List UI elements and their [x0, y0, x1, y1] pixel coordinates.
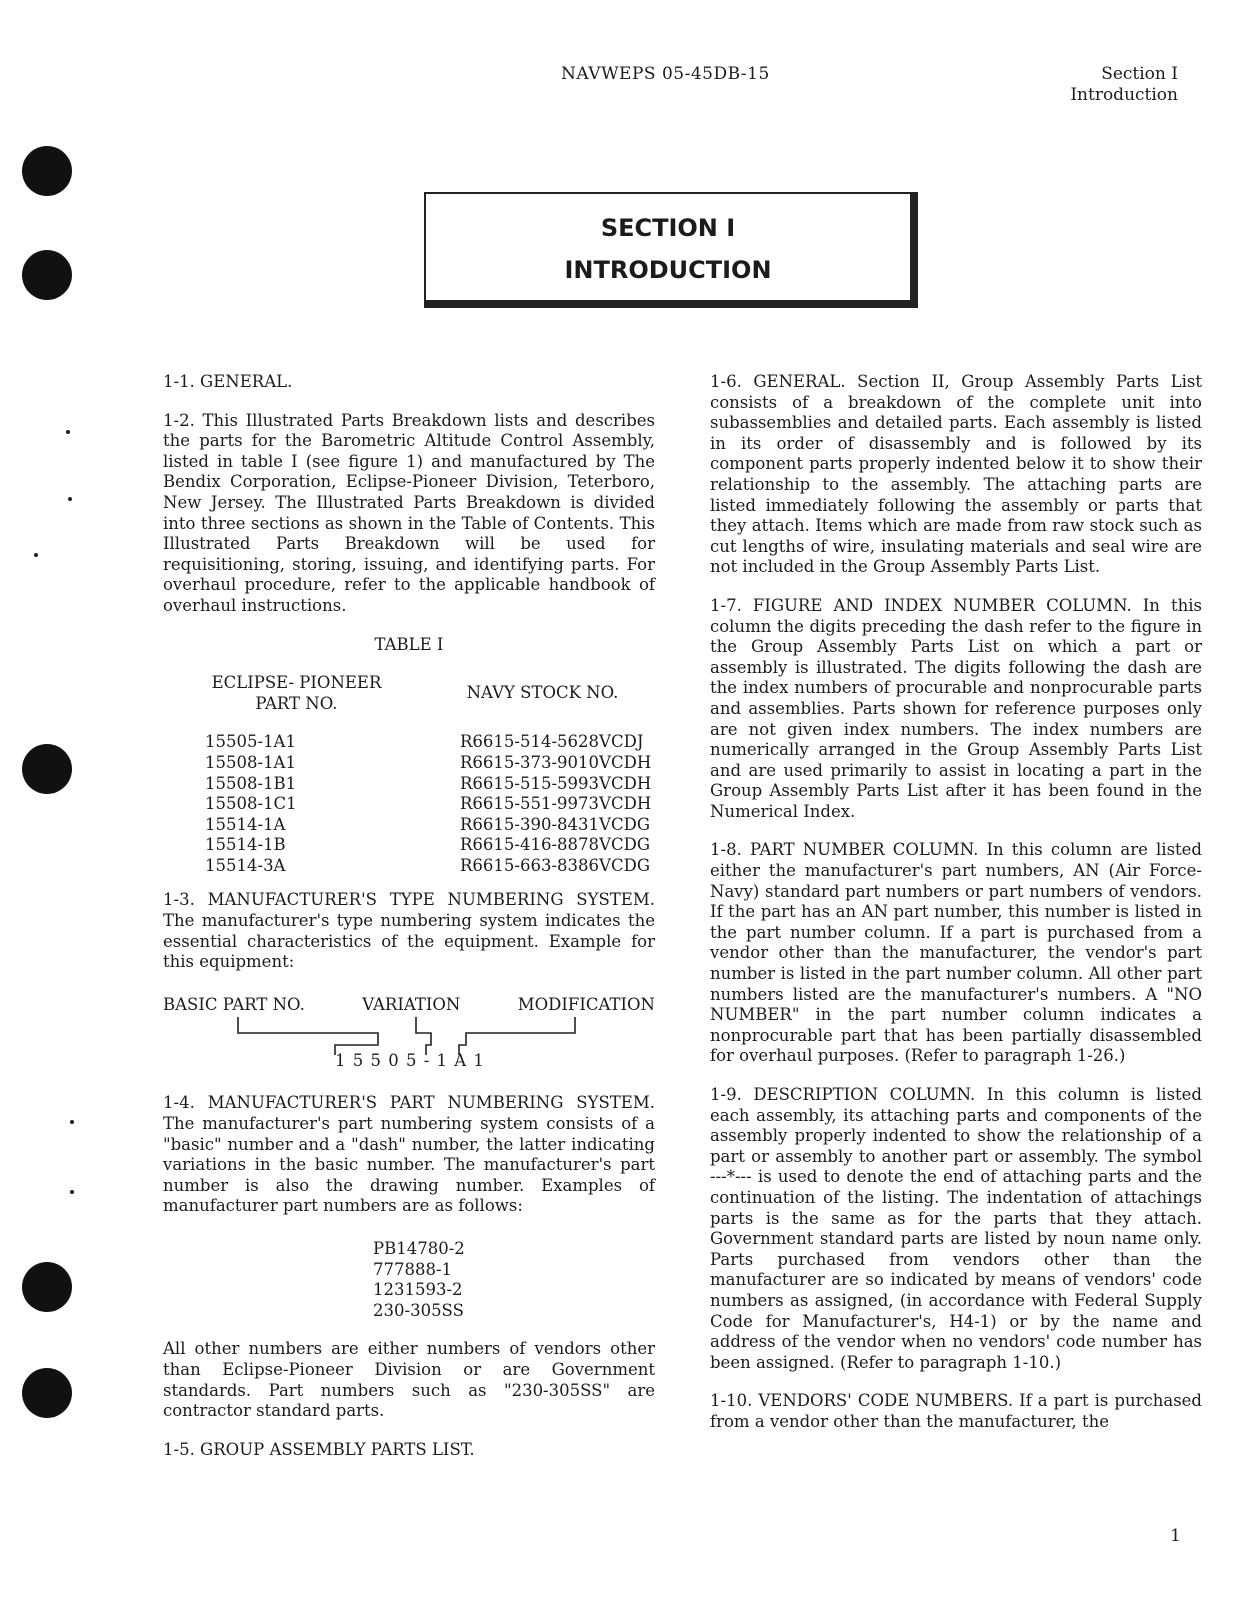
list-item: PB14780-2	[373, 1239, 465, 1258]
paragraph-1-2: 1-2. This Illustrated Parts Breakdown lists and describes the parts for the Barometric Altitude Control Assembly, listed in table I (see figure 1) and manufactured by The Bendix Corporation, Eclipse-Pioneer Division, Teterboro, New Jersey. The Illustrated Parts Breakdown is divided into three sections as shown in the Table of Contents. This Illustrated Parts Breakdown will be used for requisitioning, storing, issuing, and identifying parts. For overhaul procedure, refer to the applicable handbook of overhaul instructions.	[163, 410, 655, 615]
section-title: SECTION I	[600, 214, 736, 242]
section-label-line1: Section I	[1101, 64, 1178, 84]
section-subtitle: INTRODUCTION	[564, 256, 772, 284]
binder-hole	[22, 250, 72, 300]
table-header-part	[163, 673, 430, 714]
paragraph-1-1: 1-1. GENERAL.	[163, 372, 293, 391]
binder-hole	[22, 146, 72, 196]
table-row	[163, 815, 655, 836]
paragraph-1-4: 1-4. MANUFACTURER'S PART NUMBERING SYSTEM. The manufacturer's part numbering system consists of a "basic" number and a "dash" number, the latter indicating variations in the basic number. The manufacturer's part number is also the drawing number. Examples of manufacturer part numbers are as follows:	[163, 1093, 655, 1216]
list-item: 230-305SS	[373, 1300, 464, 1320]
list-item: 777888-1	[373, 1259, 453, 1279]
scan-speck	[66, 430, 70, 434]
stock-number-cell: R6615-373-9010VCDH	[460, 752, 652, 772]
label-basic-part: BASIC PART NO.	[163, 994, 305, 1014]
stock-number-cell: R6615-514-5628VCDJ	[460, 732, 644, 752]
left-column	[163, 372, 655, 1460]
table-row	[163, 856, 655, 877]
list-item: 1231593-2	[373, 1280, 463, 1300]
numbering-example-diagram	[163, 1015, 655, 1075]
binder-hole	[22, 1368, 72, 1418]
table-row	[163, 732, 655, 753]
example-part-number: 1 5 5 0 5 - 1 A 1	[335, 1051, 485, 1071]
scan-speck	[70, 1190, 74, 1194]
document-number: NAVWEPS 05-45DB-15	[561, 64, 770, 84]
paragraph-1-10: 1-10. VENDORS' CODE NUMBERS. If a part is purchased from a vendor other than the manufacturer, the	[710, 1391, 1202, 1431]
parts-table	[163, 673, 655, 876]
page-number: 1	[1170, 1526, 1181, 1546]
paragraph-1-9: 1-9. DESCRIPTION COLUMN. In this column is listed each assembly, its attaching parts and components of the assembly properly indented to show the relationship of a part or assembly to another part or assembly. The symbol ---*--- is used to denote the end of attaching parts and the continuation of the listing. The indentation of attachings parts is the same as for the parts that they attach. Government standard parts are listed by noun name only. Parts purchased from vendors other than the manufacturer are so indicated by means of vendors' code numbers as assigned, (in accordance with Federal Supply Code for Manufacturer's, H4-1) or by the name and address of the vendor when no vendors' code number has been assigned. (Refer to paragraph 1-10.)	[710, 1085, 1202, 1372]
example-part-numbers	[163, 1239, 655, 1321]
paragraph-other-numbers: All other numbers are either numbers of vendors other than Eclipse-Pioneer Division or are Government standards. Part numbers such as "230-305SS" are contractor standard parts.	[163, 1339, 655, 1421]
stock-number-cell: R6615-416-8878VCDG	[460, 835, 650, 855]
label-modification: MODIFICATION	[517, 994, 655, 1014]
section-title-box	[424, 192, 918, 308]
header-part-line1: ECLIPSE- PIONEER	[211, 673, 382, 693]
paragraph-1-3: 1-3. MANUFACTURER'S TYPE NUMBERING SYSTEM. The manufacturer's type numbering system indicates the essential characteristics of the equipment. Example for this equipment:	[163, 890, 655, 972]
part-number-cell: 15508-1A1	[205, 752, 296, 772]
part-number-cell: 15514-3A	[205, 855, 286, 875]
scan-speck	[34, 553, 38, 557]
stock-number-cell: R6615-551-9973VCDH	[460, 794, 652, 814]
paragraph-1-5: 1-5. GROUP ASSEMBLY PARTS LIST.	[163, 1439, 475, 1459]
table-row	[163, 774, 655, 795]
header-part-line2: PART NO.	[255, 693, 338, 713]
paragraph-1-8: 1-8. PART NUMBER COLUMN. In this column are listed either the manufacturer's part numbers, AN (Air Force-Navy) standard part numbers or part numbers of vendors. If the part has an AN part number, this number is listed in the part number column. If a part is purchased from a vendor other than the manufacturer, the vendor's part number is listed in the part number column. All other part numbers listed are the manufacturer's numbers. A "NO NUMBER" in the part number column indicates a nonprocurable part that has been partially disassembled for overhaul purposes. (Refer to paragraph 1-26.)	[710, 840, 1202, 1066]
scan-speck	[70, 1120, 74, 1124]
table-row	[163, 835, 655, 856]
binder-hole	[22, 1262, 72, 1312]
table-title: TABLE I	[374, 634, 444, 654]
stock-number-cell: R6615-390-8431VCDG	[460, 814, 650, 834]
part-number-cell: 15514-1B	[205, 835, 286, 855]
scan-speck	[68, 497, 72, 501]
part-number-cell: 15505-1A1	[205, 732, 296, 752]
part-number-cell: 15508-1B1	[205, 773, 297, 793]
numbering-example-labels	[163, 995, 655, 1016]
paragraph-1-7: 1-7. FIGURE AND INDEX NUMBER COLUMN. In this column the digits preceding the dash refer to the figure in the Group Assembly Parts List on which a part or assembly is illustrated. The digits following the dash are the index numbers of procurable and nonprocurable parts and assemblies. Parts shown for reference purposes only are not given index numbers. The index numbers are numerically arranged in the Group Assembly Parts List and are used primarily to assist in locating a part in the Group Assembly Parts List after it has been found in the Numerical Index.	[710, 595, 1202, 821]
stock-number-cell: R6615-663-8386VCDG	[460, 855, 650, 875]
stock-number-cell: R6615-515-5993VCDH	[460, 773, 652, 793]
table-header-row	[163, 673, 655, 714]
part-number-cell: 15508-1C1	[205, 794, 297, 814]
table-header-stock: NAVY STOCK NO.	[466, 683, 619, 703]
binder-hole	[22, 744, 72, 794]
section-label-line2: Introduction	[1070, 85, 1178, 105]
section-label	[1070, 64, 1178, 106]
part-number-cell: 15514-1A	[205, 814, 286, 834]
table-row	[163, 753, 655, 774]
label-variation: VARIATION	[362, 994, 461, 1014]
right-column	[710, 372, 1202, 1433]
paragraph-1-6: 1-6. GENERAL. Section II, Group Assembly Parts List consists of a breakdown of the complete unit into subassemblies and detailed parts. Each assembly is listed in its order of disassembly and is followed by its component parts properly indented below it to show their relationship to the assembly. The attaching parts are listed immediately following the assembly or parts that they attach. Items which are made from raw stock such as cut lengths of wire, insulating materials and seal wire are not included in the Group Assembly Parts List.	[710, 372, 1202, 577]
table-row	[163, 794, 655, 815]
